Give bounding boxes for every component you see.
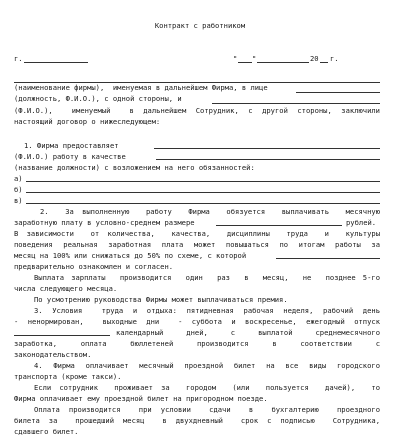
clause-4-text: 4. Фирма оплачивает месячный проездной билет на все виды городского (34, 361, 380, 370)
body-line: поведения реальная заработная плата может повышаться по итогам работы за (14, 240, 380, 249)
body-line: предварительно ознакомлен и согласен. (14, 262, 174, 271)
body-line: (должность, Ф.И.О.), с одной стороны, и (14, 94, 182, 103)
body-line: Фирма оплачивает ему проездной билет на пригородном поезде. (14, 394, 268, 403)
body-line: сдавшего билет. (14, 427, 79, 436)
city-prefix: г. (14, 54, 23, 63)
duty-a-label: а) (14, 174, 23, 183)
clause-2-text: 2. За выполненную работу Фирма обязуется выплачивать месячную (40, 207, 380, 216)
clause-1-text: 1. Фирма предоставляет (24, 141, 119, 150)
scheme-blank (276, 258, 380, 259)
position-blank (156, 159, 380, 160)
duty-b-label: б) (14, 185, 23, 194)
year-abbr: г. (330, 54, 339, 63)
vacation-days-blank (14, 335, 110, 336)
body-line: билета за прошедший месяц в двухдневный срок с подписью Сотрудника, (14, 416, 380, 425)
clause-1-employee-blank (154, 148, 380, 149)
body-line: - ненормирован, выходные дни - суббота и воскресенье, ежегодный отпуск (14, 317, 380, 326)
city-blank (24, 62, 88, 63)
body-line: календарный дней, с выплатой среднемесячного (116, 328, 380, 337)
body-line: (Ф.И.О.) работу в качестве (14, 152, 126, 161)
date-close-quote: " (252, 54, 257, 63)
body-line: числа следующего месяца. (14, 284, 118, 293)
month-blank (257, 62, 309, 63)
body-line: заработка, оплата бюллетеней производится в соответствии с (14, 339, 380, 348)
year-blank (320, 62, 328, 63)
clause-3-text: 3. Условия труда и отдыха: пятидневная рабочая неделя, рабочий день (34, 306, 380, 315)
body-line: Выплата зарплаты производится один раз в месяц, не позднее 5-го (34, 273, 380, 282)
employee-blank (212, 103, 380, 104)
salary-blank (216, 225, 342, 226)
body-line: Если сотрудник проживает за городом (или пользуется дачей), то (34, 383, 380, 392)
duty-b-blank (26, 192, 380, 193)
body-line: транспорта (кроме такси). (14, 372, 122, 381)
body-line: В зависимости от количества, качества, дисциплины труда и культуры (14, 229, 380, 238)
firm-rep-blank (296, 92, 380, 93)
salary-currency: рублей. (346, 218, 377, 227)
duty-a-blank (26, 181, 380, 182)
duty-c-label: в) (14, 196, 23, 205)
date-open-quote: " (233, 54, 238, 63)
body-line: Оплата производится при условии сдачи в бухгалтерию проездного (34, 405, 380, 414)
body-line: законодательством. (14, 350, 92, 359)
document-title: Контракт с работником (154, 21, 246, 30)
body-line: (наименование фирмы), именуемая в дальнейшем Фирма, в лице (14, 83, 268, 92)
body-line: настоящий договор о нижеследующем: (14, 117, 161, 126)
duty-c-blank (26, 203, 380, 204)
body-line: заработную плату в условно-среднем размере (14, 218, 195, 227)
body-line: (Ф.И.О.), именуемый в дальнейшем Сотрудник, с другой стороны, заключили (14, 106, 380, 115)
body-line: По усмотрению руководства Фирмы может выплачиваться премия. (34, 295, 288, 304)
year-prefix: 20 (310, 54, 319, 63)
body-line: месяц на 100% или снижаться до 50% по схеме, с которой (14, 251, 247, 260)
day-blank (238, 62, 252, 63)
body-line: (название должности) с возложением на него обязанностей: (14, 163, 255, 172)
